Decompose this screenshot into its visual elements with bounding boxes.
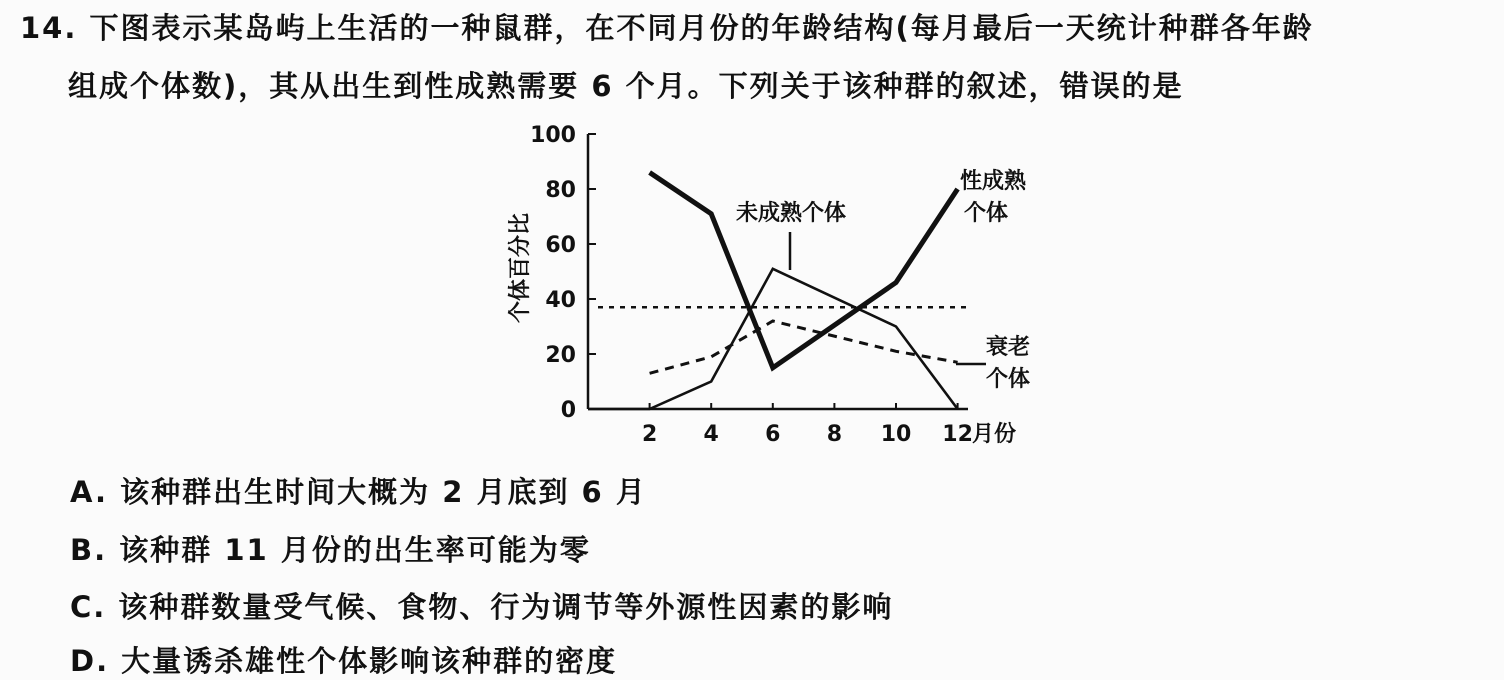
x-tick-label: 8 bbox=[826, 422, 843, 447]
y-tick-label: 60 bbox=[545, 233, 576, 258]
option-c[interactable]: C. 该种群数量受气候、食物、行为调节等外源性因素的影响 bbox=[70, 590, 894, 624]
y-tick-label: 40 bbox=[545, 288, 576, 313]
label-mature-line1: 性成熟 bbox=[960, 169, 1027, 194]
immature-individuals-line bbox=[588, 269, 958, 409]
x-tick-label: 10 bbox=[880, 422, 912, 447]
question-text-line2: 组成个体数)，其从出生到性成熟需要 6 个月。下列关于该种群的叙述，错误的是 bbox=[68, 69, 1184, 103]
option-a[interactable]: A. 该种群出生时间大概为 2 月底到 6 月 bbox=[70, 475, 647, 509]
x-axis-title: 月份 bbox=[972, 422, 1017, 447]
label-old-line2: 个体 bbox=[986, 367, 1031, 392]
option-b[interactable]: B. 该种群 11 月份的出生率可能为零 bbox=[70, 533, 591, 567]
chart-labels bbox=[736, 168, 1030, 392]
y-tick-label: 0 bbox=[560, 398, 576, 423]
y-tick-label: 100 bbox=[530, 123, 576, 148]
label-mature-line2: 个体 bbox=[964, 201, 1009, 226]
x-tick-label: 2 bbox=[641, 422, 658, 447]
y-axis-title: 个体百分比 bbox=[508, 212, 533, 324]
x-tick-label: 4 bbox=[703, 422, 719, 447]
option-d[interactable]: D. 大量诱杀雄性个体影响该种群的密度 bbox=[70, 644, 618, 678]
y-tick-label: 20 bbox=[545, 343, 576, 368]
question-text-line1: 14. 下图表示某岛屿上生活的一种鼠群，在不同月份的年龄结构(每月最后一天统计种群各年龄 bbox=[20, 11, 1314, 45]
x-tick-label: 6 bbox=[765, 422, 781, 447]
x-tick-label: 12 bbox=[942, 422, 973, 447]
label-immature: 未成熟个体 bbox=[736, 201, 847, 226]
y-tick-label: 80 bbox=[545, 178, 576, 203]
chart-axes bbox=[507, 123, 1016, 447]
label-old-line1: 衰老 bbox=[986, 335, 1031, 360]
